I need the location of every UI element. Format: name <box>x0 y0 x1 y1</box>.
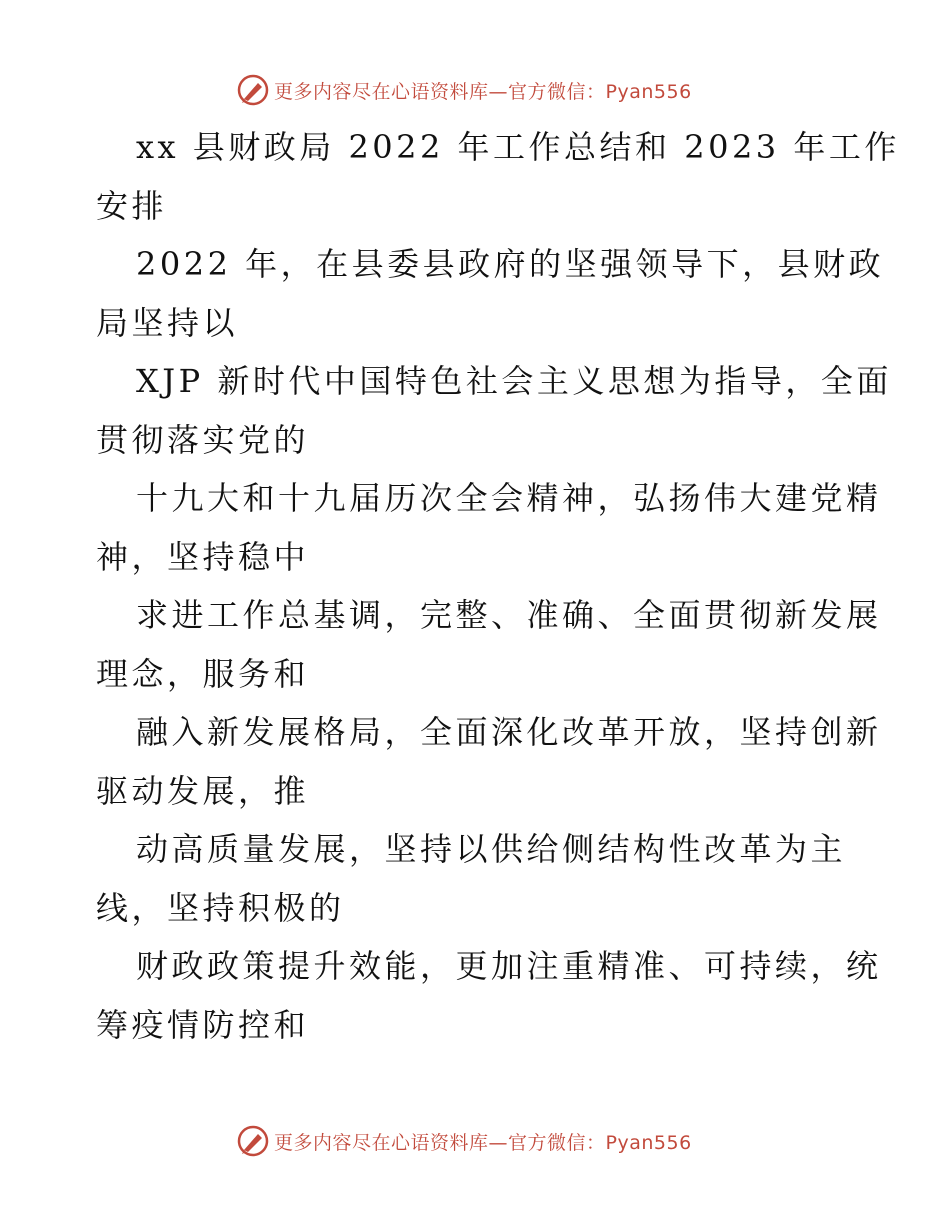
paragraph-line: 局坚持以 <box>96 303 239 342</box>
paragraph-line: 动高质量发展，坚持以供给侧结构性改革为主 <box>136 830 847 868</box>
paragraph-line: 十九大和十九届历次全会精神，弘扬伟大建党精 <box>136 479 882 517</box>
watermark-text: 更多内容尽在心语资料库—官方微信：Pyan556 <box>274 80 692 103</box>
document-body <box>96 118 900 1054</box>
paragraph-line: 融入新发展格局，全面深化改革开放，坚持创新 <box>136 713 882 751</box>
paragraph-line: 2022 年，在县委县政府的坚强领导下，县财政 <box>136 245 885 283</box>
paragraph-line: 线，坚持积极的 <box>96 888 345 927</box>
paragraph-line: 贯彻落实党的 <box>96 420 310 459</box>
paragraph-line: 理念，服务和 <box>96 654 310 693</box>
paragraph-line: 财政政策提升效能，更加注重精准、可持续，统 <box>136 947 882 985</box>
paragraph-line: XJP 新时代中国特色社会主义思想为指导，全面 <box>136 362 892 400</box>
pen-logo-icon <box>236 73 270 107</box>
paragraph-line: 神，坚持稳中 <box>96 537 310 576</box>
paragraph-line: 筹疫情防控和 <box>96 1005 310 1044</box>
header-watermark <box>236 72 692 108</box>
paragraph-line: 驱动发展，推 <box>96 771 310 810</box>
footer-watermark <box>236 1123 692 1159</box>
title-line-1: xx 县财政局 2022 年工作总结和 2023 年工作 <box>136 128 900 166</box>
watermark-text: 更多内容尽在心语资料库—官方微信：Pyan556 <box>274 1131 692 1154</box>
paragraph-line: 求进工作总基调，完整、准确、全面贯彻新发展 <box>136 596 882 634</box>
pen-logo-icon <box>236 1124 270 1158</box>
title-line-2: 安排 <box>96 186 168 225</box>
